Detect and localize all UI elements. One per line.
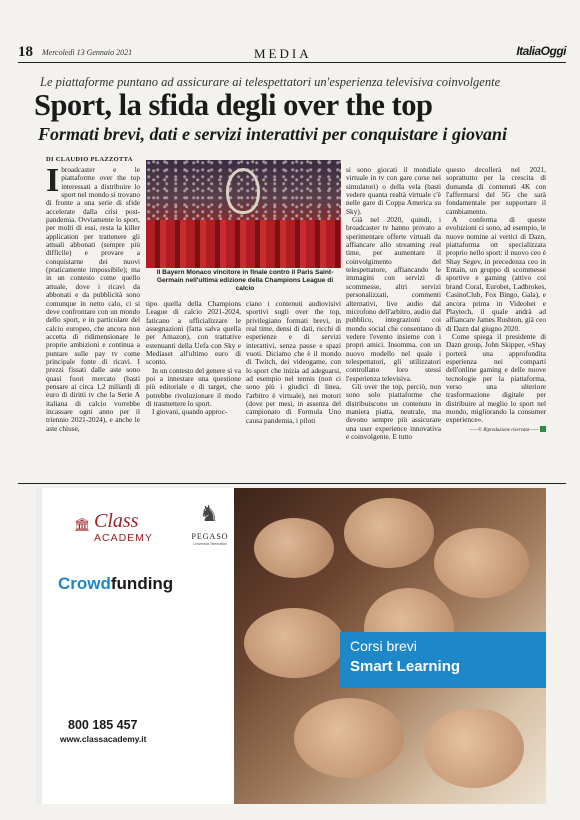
advertisement[interactable] xyxy=(36,488,546,804)
paragraph: Come spiega il presidente di Dazn group, John Skipper, «Shay porterà una approfondita esperienza nei comparti dell'online gaming e delle nuove tecnologie per la piattaforma, verso una ulteriore trasformazione digitale per distribuire al meglio lo sport nel mondo, migliorando la consumer experience». xyxy=(446,331,546,425)
class-logo-sub: ACADEMY xyxy=(94,532,153,544)
section-name: MEDIA xyxy=(254,46,312,61)
pegasus-icon: ♞ xyxy=(199,502,219,527)
end-mark-icon xyxy=(540,426,546,432)
website-link[interactable]: www.classacademy.it xyxy=(60,734,147,744)
pegaso-subtitle: Università Telematica xyxy=(193,542,227,546)
pegaso-logo-text: PEGASO xyxy=(191,532,229,541)
article-column-5 xyxy=(446,166,546,482)
article-column-1 xyxy=(46,166,140,482)
course-box xyxy=(340,632,546,688)
issue-date: Mercoledì 13 Gennaio 2021 xyxy=(42,48,133,57)
photo-caption: Il Bayern Monaco vincitore in finale contro il Paris Saint-Germain nell'ultima edizione della Champions League di calcio xyxy=(156,269,334,292)
paragraph: Già nel 2020, quindi, i broadcaster tv hanno provato a sperimentare offerte virtuali da affiancare allo streaming real time, per aumentare il coinvolgimento del telespettatore, affiancando le immagini con servizi di scommesse, altri servizi personalizzati, commenti alternativi, live audio dal microfono dell'arbitro, audio dal pubblico, integrazioni coi mondo social che consentano di vedere l'evento insieme con i propri amici. Insomma, con un nuovo modello nel quale i telespettatori, gli utilizzatori controllano loro stessi l'esperienza televisiva. xyxy=(346,215,441,383)
page-number: 18 xyxy=(18,44,33,60)
reproduction-note: ——© Riproduzione riservata—— xyxy=(469,427,539,433)
paragraph: broadcaster e le piattaforme over the top interessati a distribuire lo sport nel mondo si trovano di fronte a una serie di sfide accelerate dalla crisi post-pandemia. Ovviamente lo sport, per molti di essi, resta la killer application per trattenere gli attuali abbonati (sempre più difficile) e provare a conquistarne dei nuovi (praticamente impossibile); ma in un contesto come quello attuale, dove i ricavi da abbonati e da pubblicità sono comunque in netto calo, ci si deve confrontare con un mondo dello sport, e in particolare del calcio europeo, che ancora non accetta di ridimensionare le proprie ambizioni e continua a puntare sulle pay tv come principale fonte di ricavi. I prezzi fissati dalle aste sono quasi fuori mercato (basti pensare ai circa 1,2 miliardi di euro di diritti tv che la Serie A italiana di calcio vorrebbe incassare ogni anno per il triennio 2021-2024), e anche le aste chiuse, xyxy=(46,166,140,433)
article-subhead: Formati brevi, dati e servizi interattivi per conquistare i giovani xyxy=(38,124,507,144)
class-academy-logo xyxy=(74,506,224,546)
paragraph: questo decollerà nel 2021, soprattutto per la crescita di domanda di contenuti 4K con l'affermarsi del 5G che sarà fondamentale per supportare il cambiamento. xyxy=(446,166,546,216)
publication-logo: ItaliaOggi xyxy=(516,44,566,58)
article-column-4 xyxy=(346,166,441,482)
paragraph: I giovani, quando approc- xyxy=(152,407,228,417)
article-column-2 xyxy=(146,300,241,482)
article-photo xyxy=(146,160,341,268)
article-kicker: Le piattaforme puntano ad assicurare ai telespettatori un'esperienza televisiva coinvolgente xyxy=(40,75,501,89)
byline: DI CLAUDIO PLAZZOTTA xyxy=(46,156,133,163)
ad-rule xyxy=(18,483,566,484)
paragraph: Gli over the top, perciò, non sono solo piattaforme che distribuiscono un contenuto in maniera piatta, neutrale, ma devono sempre più assicurare una user experience innovativa e coinvolgente. E tutto xyxy=(346,381,441,441)
paragraph: tipo quella della Champions League di calcio 2021-2024, faticano a ufficializzare le assegnazioni (fatta salva quella per Amazon), con trattative estenuanti della Uefa con Sky e Mediaset all'ultimo euro di sconto. xyxy=(146,300,241,367)
paragraph: In un contesto del genere si va poi a innestare una questione più editoriale e di target, che potrebbe rivoluzionare il modo di trasmettere lo sport. xyxy=(146,365,241,409)
article-column-3 xyxy=(246,300,341,482)
paragraph: A conferma di queste evoluzioni ci sono, ad esempio, le nuove nomine ai vertici di Dazn, piattaforma ott specializzata proprio nello sport: il nuovo ceo è Shay Segev, in precedenza ceo in Entain, un gruppo di scommesse sportive e gaming (attivo coi brand Coral, Eurobet, Ladbrokes, CasinoClub, Fox Bingo, Gala), e ancora prima in Videobet e Playtech, il quale andrà ad affiancare James Rushton, già ceo di Dazn dal giugno 2020. xyxy=(446,215,546,333)
paragraph: ciano i contenuti audiovisivi sportivi sugli over the top, privilegiano formati brevi, in real time, densi di dati, ricchi di esperienze e di servizi interattivi, senza pause e spazi vuoti. Diciamo che è il mondo di Twitch, dei videogame, con lo sport che inizia ad adeguarsi, ad esempio nel tennis (non ci sono più i giudici di linea, l'arbitro è virtuale), nei motori (dove per mesi, in assenza del campionato di Formula Uno causa pandemia, i piloti xyxy=(246,300,341,425)
trophy-shape xyxy=(226,168,260,214)
class-logo-name: Class xyxy=(94,510,139,532)
box-line-1: Corsi brevi xyxy=(350,638,417,654)
phone-number[interactable]: 800 185 457 xyxy=(68,718,138,732)
dropcap: I xyxy=(46,166,60,199)
ad-border xyxy=(36,488,42,804)
article-headline: Sport, la sfida degli over the top xyxy=(34,88,433,122)
crowdfunding-title: Crowdfunding xyxy=(58,574,174,593)
paragraph: si sono giocati il mondiale virtuale in tv con gare corse nei simulatori) o della vela (basti vedere quanta realtà virtuale c'è nelle gare di Coppa America su Sky). xyxy=(346,166,441,216)
players-shape xyxy=(146,220,341,268)
header-rule xyxy=(18,62,566,63)
columns-icon: 🏛 xyxy=(74,518,91,533)
box-line-2: Smart Learning xyxy=(350,658,461,675)
